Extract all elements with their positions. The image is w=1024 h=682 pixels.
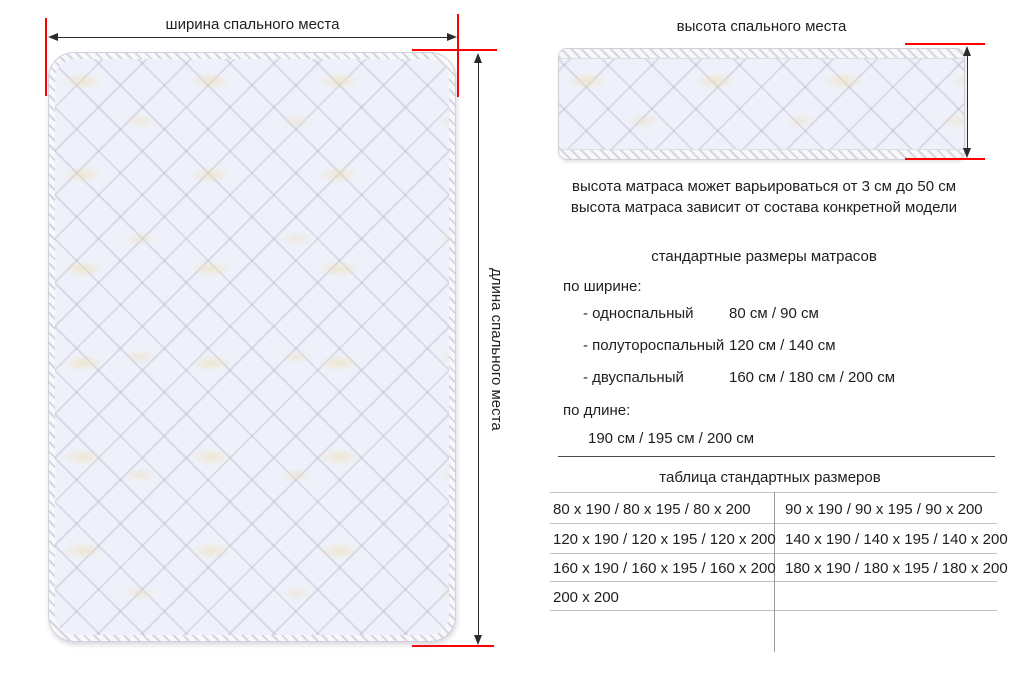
arrowhead-up-icon <box>963 46 971 56</box>
width-item-name: - двуспальный <box>583 369 684 386</box>
section-divider-rule <box>558 456 995 457</box>
arrowhead-left-icon <box>48 33 58 41</box>
width-dimension-arrow <box>48 33 457 42</box>
standard-sizes-title: стандартные размеры матрасов <box>651 248 877 265</box>
width-arrow-line <box>51 37 454 38</box>
height-dimension-arrow <box>963 46 972 158</box>
length-dimension-label: длина спального места <box>488 268 505 431</box>
table-cell: 200 x 200 <box>553 589 619 606</box>
mattress-edge-band <box>559 49 964 59</box>
by-width-label: по ширине: <box>563 278 642 295</box>
red-guide-top-corner-line <box>412 49 497 51</box>
arrowhead-up-icon <box>474 53 482 63</box>
mattress-top-view <box>48 52 456 642</box>
width-item-sizes: 120 см / 140 см <box>729 337 836 354</box>
height-arrow-line <box>967 49 968 155</box>
table-cell: 180 x 190 / 180 x 195 / 180 x 200 <box>785 560 1008 577</box>
table-cell: 140 x 190 / 140 x 195 / 140 x 200 <box>785 531 1008 548</box>
size-table-title: таблица стандартных размеров <box>659 469 881 486</box>
width-dimension-label: ширина спального места <box>165 16 340 33</box>
note-line: высота матраса зависит от состава конкретной модели <box>570 199 958 216</box>
arrowhead-down-icon <box>474 635 482 645</box>
length-dimension-arrow <box>474 53 483 645</box>
arrowhead-down-icon <box>963 148 971 158</box>
table-cell: 120 x 190 / 120 x 195 / 120 x 200 <box>553 531 776 548</box>
width-item-name: - односпальный <box>583 305 694 322</box>
red-guide-side-bottom-line <box>905 158 985 160</box>
arrowhead-right-icon <box>447 33 457 41</box>
mattress-side-view <box>558 48 965 160</box>
red-guide-left-tick <box>45 18 47 96</box>
width-item-name: - полутороспальный <box>583 337 725 354</box>
table-cell: 160 x 190 / 160 x 195 / 160 x 200 <box>553 560 776 577</box>
height-dimension-label: высота спального места <box>676 18 847 35</box>
size-table <box>550 492 1008 652</box>
quilt-pattern <box>55 59 449 635</box>
table-cell: 90 x 190 / 90 x 195 / 90 x 200 <box>785 501 983 518</box>
red-guide-right-tick <box>457 14 459 97</box>
height-notes <box>518 176 1010 218</box>
red-guide-side-top-line <box>905 43 985 45</box>
mattress-edge-band <box>559 149 964 159</box>
quilt-pattern <box>559 59 964 149</box>
note-line: высота матраса может варьироваться от 3 см до 50 см <box>571 178 957 195</box>
width-item-sizes: 160 см / 180 см / 200 см <box>729 369 896 386</box>
width-item-sizes: 80 см / 90 см <box>729 305 819 322</box>
by-length-label: по длине: <box>563 402 631 419</box>
table-cell: 80 x 190 / 80 x 195 / 80 x 200 <box>553 501 751 518</box>
length-sizes: 190 см / 195 см / 200 см <box>588 430 755 447</box>
length-arrow-line <box>478 56 479 642</box>
red-guide-bottom-line <box>412 645 494 647</box>
